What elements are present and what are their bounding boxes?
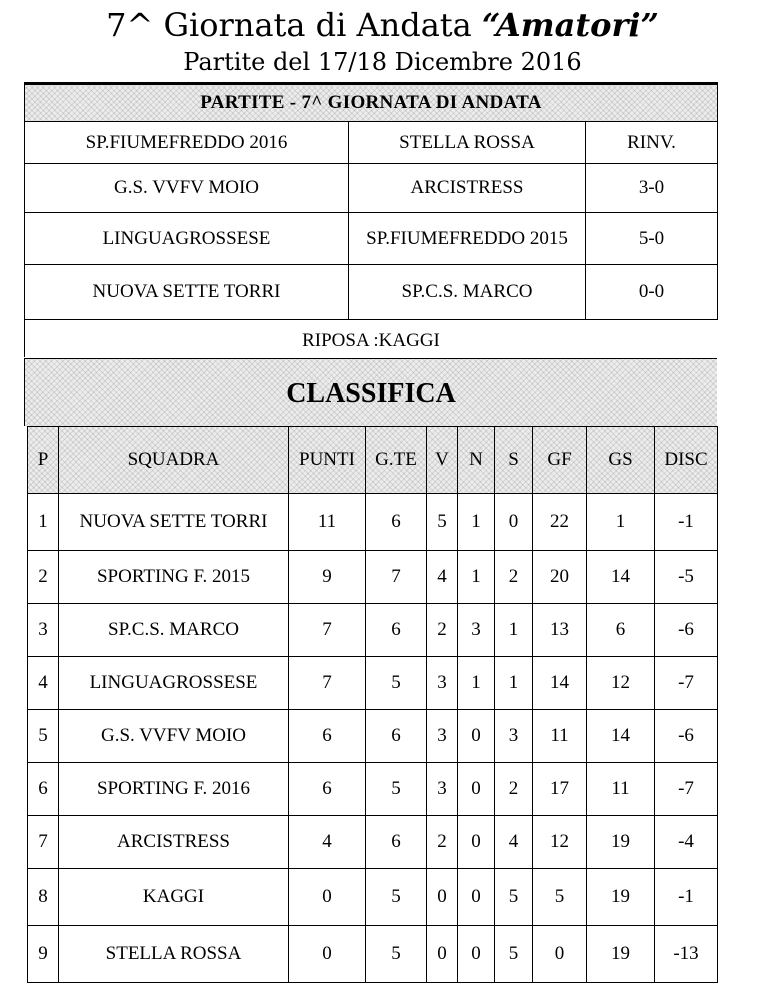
standing-position: 3 xyxy=(28,604,59,657)
matches-table xyxy=(24,82,718,320)
standing-discipline: -1 xyxy=(655,494,718,551)
standing-goals-for: 20 xyxy=(533,551,587,604)
standings-heading: CLASSIFICA xyxy=(24,358,717,426)
col-header-played: G.TE xyxy=(366,427,427,494)
standings-row xyxy=(28,763,718,816)
title-prefix: 7^ Giornata di Andata xyxy=(106,6,482,44)
col-header-lost: S xyxy=(495,427,533,494)
standing-discipline: -13 xyxy=(655,926,718,983)
standing-goals-against: 6 xyxy=(587,604,655,657)
standing-lost: 2 xyxy=(495,551,533,604)
standing-position: 1 xyxy=(28,494,59,551)
standing-lost: 5 xyxy=(495,926,533,983)
standing-drawn: 0 xyxy=(458,926,495,983)
col-header-goals-against: GS xyxy=(587,427,655,494)
standing-team: STELLA ROSSA xyxy=(59,926,289,983)
standing-goals-against: 1 xyxy=(587,494,655,551)
standing-goals-for: 0 xyxy=(533,926,587,983)
standing-goals-for: 12 xyxy=(533,816,587,869)
standing-goals-against: 19 xyxy=(587,816,655,869)
standing-drawn: 0 xyxy=(458,763,495,816)
standing-won: 2 xyxy=(427,816,458,869)
resting-team: RIPOSA :KAGGI xyxy=(24,319,717,357)
standing-discipline: -6 xyxy=(655,604,718,657)
standing-points: 9 xyxy=(289,551,366,604)
standing-discipline: -6 xyxy=(655,710,718,763)
standings-header-row xyxy=(28,427,718,494)
standing-won: 0 xyxy=(427,926,458,983)
standing-team: NUOVA SETTE TORRI xyxy=(59,494,289,551)
standings-row xyxy=(28,816,718,869)
standing-discipline: -1 xyxy=(655,869,718,926)
standing-goals-for: 22 xyxy=(533,494,587,551)
match-row xyxy=(25,213,718,265)
standing-position: 6 xyxy=(28,763,59,816)
standing-points: 11 xyxy=(289,494,366,551)
standing-lost: 1 xyxy=(495,657,533,710)
standing-points: 4 xyxy=(289,816,366,869)
match-result: 3-0 xyxy=(586,164,718,213)
matches-heading: PARTITE - 7^ GIORNATA DI ANDATA xyxy=(25,84,718,122)
col-header-won: V xyxy=(427,427,458,494)
standing-team: SP.C.S. MARCO xyxy=(59,604,289,657)
standing-points: 6 xyxy=(289,710,366,763)
standing-team: KAGGI xyxy=(59,869,289,926)
match-result: 0-0 xyxy=(586,265,718,320)
match-row xyxy=(25,122,718,164)
standing-drawn: 0 xyxy=(458,816,495,869)
standing-discipline: -7 xyxy=(655,763,718,816)
standings-row xyxy=(28,926,718,983)
standing-goals-against: 14 xyxy=(587,710,655,763)
standing-played: 6 xyxy=(366,816,427,869)
standing-goals-against: 12 xyxy=(587,657,655,710)
standing-won: 2 xyxy=(427,604,458,657)
col-header-goals-for: GF xyxy=(533,427,587,494)
standing-drawn: 0 xyxy=(458,869,495,926)
standing-goals-against: 11 xyxy=(587,763,655,816)
standing-lost: 0 xyxy=(495,494,533,551)
match-away-team: SP.FIUMEFREDDO 2015 xyxy=(349,213,586,265)
standings-row xyxy=(28,494,718,551)
standing-discipline: -5 xyxy=(655,551,718,604)
standing-position: 8 xyxy=(28,869,59,926)
standing-goals-for: 5 xyxy=(533,869,587,926)
standing-won: 5 xyxy=(427,494,458,551)
standing-goals-against: 14 xyxy=(587,551,655,604)
standing-played: 6 xyxy=(366,710,427,763)
standing-position: 9 xyxy=(28,926,59,983)
standing-points: 0 xyxy=(289,869,366,926)
match-result: 5-0 xyxy=(586,213,718,265)
col-header-discipline: DISC xyxy=(655,427,718,494)
standing-points: 6 xyxy=(289,763,366,816)
standing-team: LINGUAGROSSESE xyxy=(59,657,289,710)
standing-drawn: 3 xyxy=(458,604,495,657)
standing-goals-for: 13 xyxy=(533,604,587,657)
standing-played: 7 xyxy=(366,551,427,604)
standing-team: G.S. VVFV MOIO xyxy=(59,710,289,763)
standing-position: 4 xyxy=(28,657,59,710)
standing-position: 5 xyxy=(28,710,59,763)
standings-row xyxy=(28,657,718,710)
match-row xyxy=(25,265,718,320)
match-away-team: STELLA ROSSA xyxy=(349,122,586,164)
standing-discipline: -4 xyxy=(655,816,718,869)
standing-lost: 3 xyxy=(495,710,533,763)
match-row xyxy=(25,164,718,213)
standings-row xyxy=(28,869,718,926)
match-home-team: LINGUAGROSSESE xyxy=(25,213,349,265)
col-header-position: P xyxy=(28,427,59,494)
standing-played: 6 xyxy=(366,494,427,551)
standing-played: 6 xyxy=(366,604,427,657)
match-home-team: SP.FIUMEFREDDO 2016 xyxy=(25,122,349,164)
standing-goals-for: 11 xyxy=(533,710,587,763)
title-category: “Amatori” xyxy=(481,6,659,44)
standing-points: 7 xyxy=(289,657,366,710)
standing-points: 0 xyxy=(289,926,366,983)
standing-drawn: 1 xyxy=(458,551,495,604)
standing-goals-against: 19 xyxy=(587,869,655,926)
standing-won: 3 xyxy=(427,657,458,710)
standing-won: 3 xyxy=(427,710,458,763)
standings-body xyxy=(28,494,718,983)
standing-position: 2 xyxy=(28,551,59,604)
standing-team: SPORTING F. 2015 xyxy=(59,551,289,604)
col-header-team: SQUADRA xyxy=(59,427,289,494)
standing-goals-for: 14 xyxy=(533,657,587,710)
standing-drawn: 1 xyxy=(458,494,495,551)
standing-lost: 5 xyxy=(495,869,533,926)
match-result: RINV. xyxy=(586,122,718,164)
standing-lost: 1 xyxy=(495,604,533,657)
standings-table xyxy=(27,426,718,983)
standing-position: 7 xyxy=(28,816,59,869)
standings-row xyxy=(28,710,718,763)
match-away-team: SP.C.S. MARCO xyxy=(349,265,586,320)
standing-team: ARCISTRESS xyxy=(59,816,289,869)
match-away-team: ARCISTRESS xyxy=(349,164,586,213)
match-home-team: NUOVA SETTE TORRI xyxy=(25,265,349,320)
col-header-points: PUNTI xyxy=(289,427,366,494)
standings-row xyxy=(28,551,718,604)
standing-played: 5 xyxy=(366,869,427,926)
standing-lost: 2 xyxy=(495,763,533,816)
standing-won: 3 xyxy=(427,763,458,816)
page-subtitle: Partite del 17/18 Dicembre 2016 xyxy=(183,48,582,76)
page-title xyxy=(0,6,765,44)
standing-lost: 4 xyxy=(495,816,533,869)
match-home-team: G.S. VVFV MOIO xyxy=(25,164,349,213)
standing-played: 5 xyxy=(366,926,427,983)
standing-won: 0 xyxy=(427,869,458,926)
standing-played: 5 xyxy=(366,763,427,816)
standing-goals-for: 17 xyxy=(533,763,587,816)
standing-won: 4 xyxy=(427,551,458,604)
standing-played: 5 xyxy=(366,657,427,710)
standing-goals-against: 19 xyxy=(587,926,655,983)
col-header-drawn: N xyxy=(458,427,495,494)
standing-discipline: -7 xyxy=(655,657,718,710)
standing-team: SPORTING F. 2016 xyxy=(59,763,289,816)
standing-drawn: 0 xyxy=(458,710,495,763)
standing-points: 7 xyxy=(289,604,366,657)
standings-row xyxy=(28,604,718,657)
standing-drawn: 1 xyxy=(458,657,495,710)
